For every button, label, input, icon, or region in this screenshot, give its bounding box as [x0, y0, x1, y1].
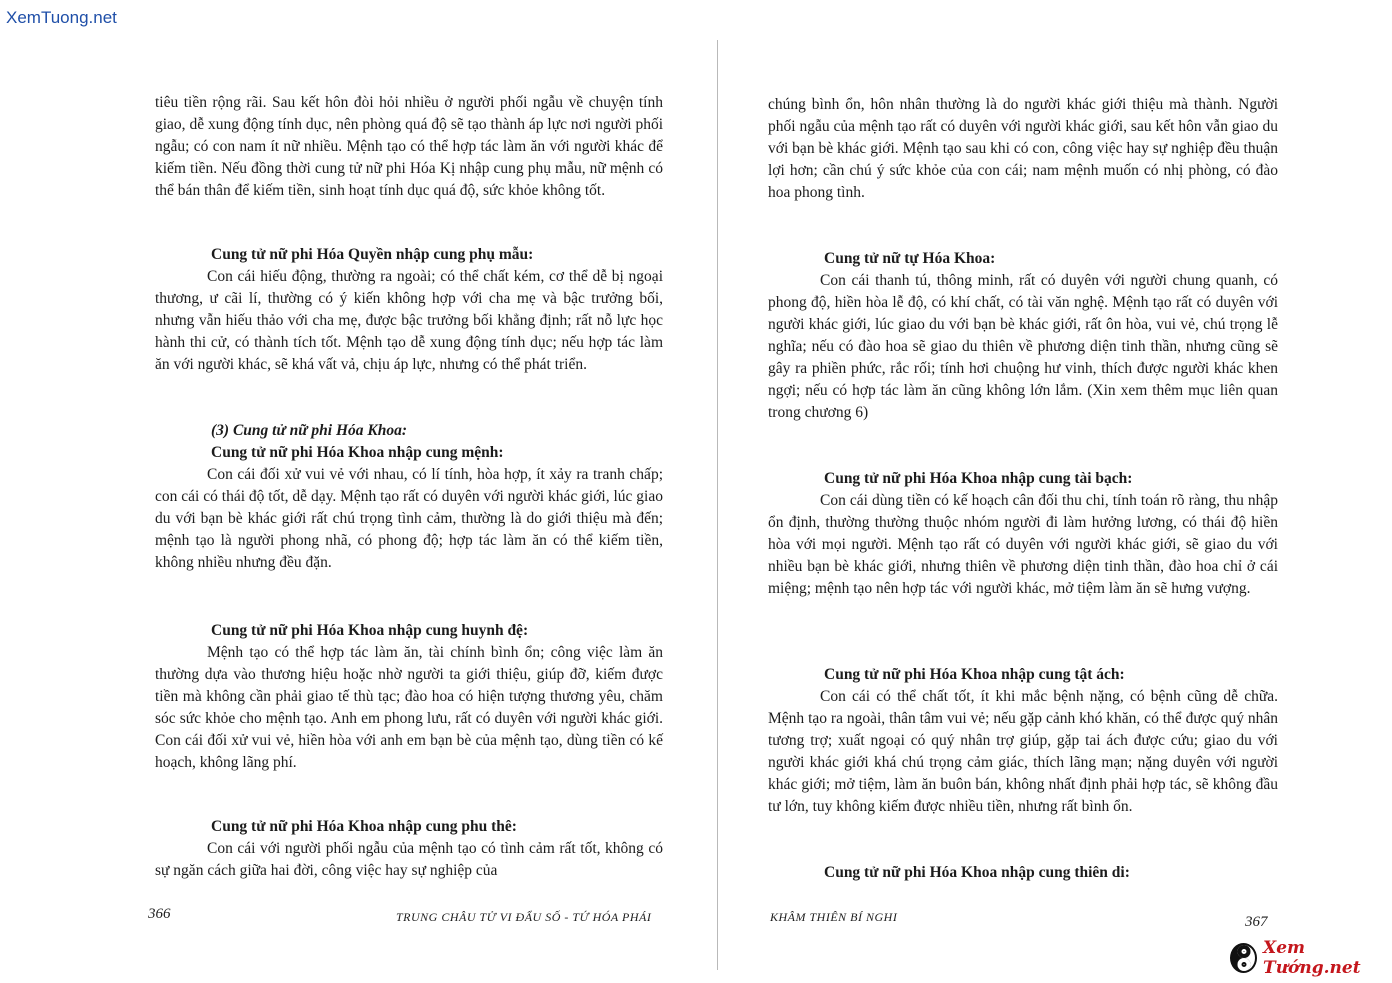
left-section-1-heading: Cung tử nữ phi Hóa Quyền nhập cung phụ mẫu:: [211, 246, 534, 263]
left-section-4-heading: Cung tử nữ phi Hóa Khoa nhập cung phu thê:: [211, 818, 517, 835]
yin-yang-icon: [1230, 943, 1257, 973]
left-section-4-text: Con cái với người phối ngẫu của mệnh tạo có tình cảm rất tốt, không có sự ngăn cách giữa hai đời, công việc hay sự nghiệp của: [155, 840, 663, 879]
right-section-3-heading: Cung tử nữ phi Hóa Khoa nhập cung tật ách:: [824, 666, 1125, 683]
site-logo[interactable]: [1230, 938, 1392, 978]
right-section-3-text: Con cái có thể chất tốt, ít khi mắc bệnh nặng, có bệnh cũng dễ chữa. Mệnh tạo ra ngoài, thân tâm vui vẻ; nếu gặp cảnh khó khăn, có thể được quý nhân tương trợ; xuất ngoại có quý nhân trợ giúp, gặp tai ách được cứu; giao du với người khác giới khá chú trọng cảm giác, thích lãng mạn; nặng duyên với người khác giới; mở tiệm, làm ăn buôn bán, không nhất định phải hợp tác, sẽ không đầu tư lớn, tuy không kiếm được nhiều tiền, nhưng rất bình ổn.: [768, 688, 1278, 815]
left-section-1-text: Con cái hiếu động, thường ra ngoài; có thể chất kém, cơ thể dễ bị ngoại thương, ư cãi lí, thường có ý kiến không hợp với cha mẹ và bậc trưởng bối, nhưng vẫn hiếu thảo với cha mẹ, được bậc trưởng bối khẳng định; rất nỗ lực học hành thi cử, có thành tích tốt. Mệnh tạo dễ xung động tính dục; nếu hợp tác làm ăn với người khác, sẽ khá vất vả, chịu áp lực, nhưng có thể phát triển.: [155, 268, 663, 373]
left-page-number: 366: [148, 906, 171, 922]
left-intro-paragraph: tiêu tiền rộng rãi. Sau kết hôn đòi hỏi nhiều ở người phối ngẫu về chuyện tính giao, dễ xung động tính dục, nên phòng quá độ sẽ tạo thành áp lực nơi người phối ngẫu; có con nam ít nữ nhiều. Mệnh tạo có thể hợp tác làm ăn với người khác để kiếm tiền. Nếu đồng thời cung tử nữ phi Hóa Kị nhập cung phụ mẫu, nữ mệnh có thể bán thân để kiếm tiền, sinh hoạt tính dục quá độ, sức khỏe không tốt.: [155, 94, 663, 199]
right-section-2-heading: Cung tử nữ phi Hóa Khoa nhập cung tài bạch:: [824, 470, 1133, 487]
left-section-3-text: Mệnh tạo có thể hợp tác làm ăn, tài chính bình ổn; công việc làm ăn thường dựa vào thương hiệu hoặc nhờ người ta giới thiệu, giúp đỡ, kiếm được tiền mà không cần phải giao tế thù tạc; đào hoa có hiện tượng thương yêu, chăm sóc sức khỏe cho mệnh tạo. Anh em phong lưu, rất có duyên với người khác giới. Con cái đối xử vui vẻ, hiền hòa với anh em bạn bè của mệnh tạo, dùng tiền có kế hoạch, không lãng phí.: [155, 644, 663, 771]
right-page-number: 367: [1245, 914, 1268, 930]
right-section-4-heading: Cung tử nữ phi Hóa Khoa nhập cung thiên di:: [824, 864, 1130, 881]
right-intro-paragraph: chúng bình ổn, hôn nhân thường là do người khác giới thiệu mà thành. Người phối ngẫu của mệnh tạo rất có duyên với người khác giới, sau kết hôn vẫn giao du với bạn bè khác giới. Mệnh tạo sau khi có con, công việc hay sự nghiệp đều thuận lợi hơn; cần chú ý sức khỏe của con cái; nam mệnh muốn có nhị phòng, có đào hoa phong tình.: [768, 96, 1278, 201]
left-section-2-title: (3) Cung tử nữ phi Hóa Khoa:: [211, 422, 408, 439]
right-section-1-text: Con cái thanh tú, thông minh, rất có duyên với người chung quanh, có phong độ, hiền hòa lễ độ, có khí chất, có tài văn nghệ. Mệnh tạo rất có duyên với người khác giới, lúc giao du với bạn bè khác giới, rất ôn hòa, vui vẻ, chú trọng lễ nghĩa; nếu có đào hoa sẽ giao du thiên về phương diện tinh thần, nhưng cũng sẽ gây ra phiền phức, rắc rối; tính hơi chuộng hư vinh, thích được người khác khen ngợi; nếu có hợp tác làm ăn cũng không lớn lắm. (Xin xem thêm mục liên quan trong chương 6): [768, 272, 1278, 421]
site-watermark[interactable]: XemTuong.net: [6, 8, 117, 27]
site-logo-text: Xem Tướng.net: [1263, 938, 1361, 978]
book-gutter: [717, 40, 718, 970]
right-running-footer: KHÂM THIÊN BÍ NGHI: [770, 910, 898, 924]
left-section-3-heading: Cung tử nữ phi Hóa Khoa nhập cung huynh đệ:: [211, 622, 529, 639]
right-section-2-text: Con cái dùng tiền có kế hoạch cân đối thu chi, tính toán rõ ràng, thu nhập ổn định, thường thường thuộc nhóm người đi làm hưởng lương, có thái độ hiền hòa với mọi người. Mệnh tạo rất có duyên với người khác giới, sẽ giao du với nhiều bạn bè khác giới, nhưng thiên về phương diện tinh thần, đào hoa chỉ ở cái miệng; mệnh tạo nên hợp tác với người khác, mở tiệm làm ăn sẽ hưng vượng.: [768, 492, 1278, 597]
left-section-2-text: Con cái đối xử vui vẻ với nhau, có lí tính, hòa hợp, ít xảy ra tranh chấp; con cái có thái độ tốt, dễ dạy. Mệnh tạo rất có duyên với người khác giới, lúc giao du với bạn bè khác giới rất chú trọng tình cảm, thường là do giới thiệu mà đến; mệnh tạo là người phong nhã, có phong độ; hợp tác làm ăn có thể kiếm tiền, không nhiều nhưng đều đặn.: [155, 466, 663, 571]
right-section-1-heading: Cung tử nữ tự Hóa Khoa:: [824, 250, 996, 267]
left-running-footer: TRUNG CHÂU TỬ VI ĐẨU SỐ - TỨ HÓA PHÁI: [396, 910, 652, 924]
left-section-2-heading: Cung tử nữ phi Hóa Khoa nhập cung mệnh:: [211, 444, 504, 461]
